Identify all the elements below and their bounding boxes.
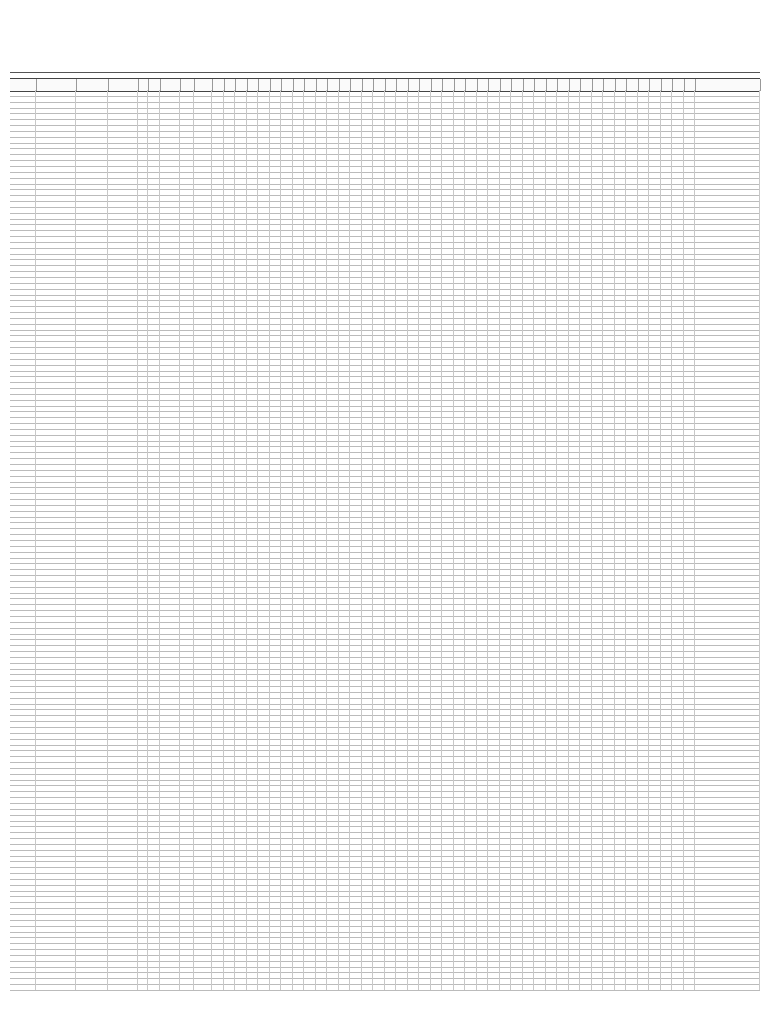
table-body: [10, 90, 760, 990]
spreadsheet: [10, 72, 760, 990]
